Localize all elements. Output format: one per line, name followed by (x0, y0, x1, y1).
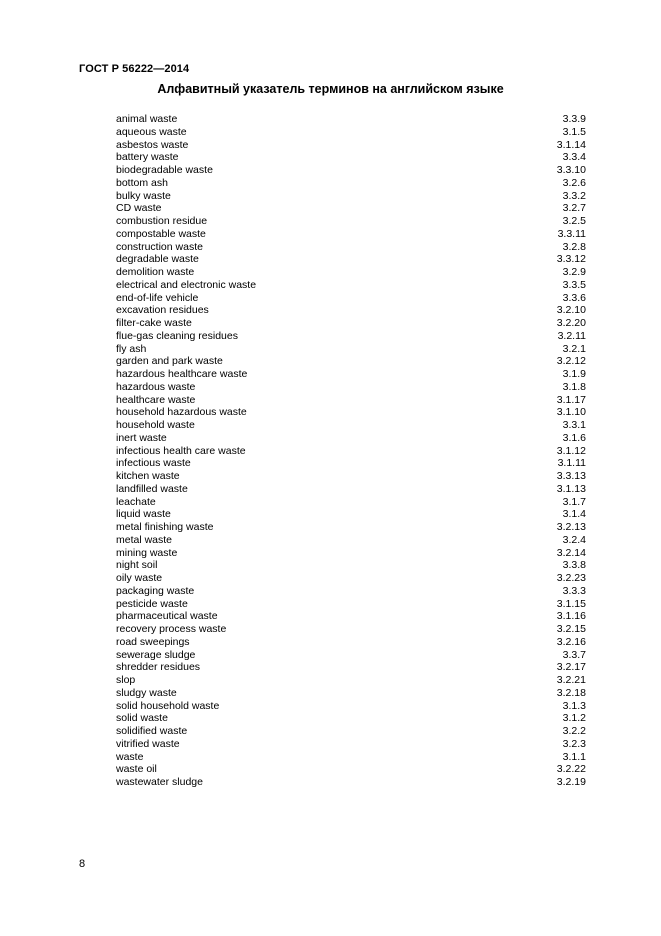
index-entry (116, 343, 586, 356)
index-reference: 3.3.3 (562, 584, 586, 597)
index-entry (116, 292, 586, 305)
index-reference: 3.1.5 (562, 125, 586, 138)
index-reference: 3.2.10 (556, 304, 586, 317)
index-term: combustion residue (116, 215, 208, 227)
index-term: pesticide waste (116, 597, 188, 610)
index-term: mining waste (116, 546, 178, 559)
index-entry (116, 190, 586, 203)
index-term: biodegradable waste (116, 164, 213, 176)
index-reference: 3.2.6 (562, 176, 586, 189)
index-entry (116, 381, 586, 394)
index-term: flue-gas cleaning residues (116, 329, 238, 342)
index-term: filter-cake waste (116, 317, 192, 329)
index-reference: 3.2.5 (562, 215, 586, 227)
index-entry (116, 445, 586, 458)
index-reference: 3.2.2 (562, 725, 586, 737)
index-reference: 3.3.1 (562, 419, 586, 431)
index-reference: 3.3.2 (562, 189, 586, 202)
index-entry (116, 177, 586, 190)
index-entry (116, 406, 586, 419)
index-term: liquid waste (116, 508, 171, 521)
index-term: bottom ash (116, 176, 168, 189)
index-entry (116, 330, 586, 343)
index-entry (116, 572, 586, 585)
index-reference: 3.2.21 (556, 674, 586, 686)
index-entry (116, 712, 586, 725)
index-entry (116, 457, 586, 470)
index-term: slop (116, 674, 136, 686)
index-term: recovery process waste (116, 623, 227, 635)
index-reference: 3.2.20 (556, 317, 586, 329)
index-reference: 3.1.8 (562, 380, 586, 393)
index-term: road sweepings (116, 635, 190, 648)
index-entry (116, 279, 586, 292)
index-term: infectious health care waste (116, 444, 246, 457)
index-entry (116, 585, 586, 598)
index-reference: 3.1.1 (562, 750, 586, 763)
index-reference: 3.3.6 (562, 291, 586, 304)
index-reference: 3.2.17 (556, 661, 586, 674)
index-entry (116, 700, 586, 713)
index-entry (116, 317, 586, 330)
index-reference: 3.1.9 (562, 368, 586, 380)
index-entry (116, 228, 586, 241)
index-term: garden and park waste (116, 355, 223, 368)
index-term: sludgy waste (116, 686, 177, 699)
index-reference: 3.1.12 (556, 444, 586, 457)
index-reference: 3.1.7 (562, 495, 586, 508)
index-entry (116, 304, 586, 317)
index-term: kitchen waste (116, 470, 180, 482)
index-entry (116, 419, 586, 432)
index-entry (116, 508, 586, 521)
index-entry (116, 266, 586, 279)
index-term: vitrified waste (116, 737, 180, 750)
index-entry (116, 687, 586, 700)
index-entry (116, 394, 586, 407)
index-term: healthcare waste (116, 393, 196, 406)
index-entry (116, 496, 586, 509)
index-reference: 3.2.9 (562, 266, 586, 278)
index-term: compostable waste (116, 227, 206, 240)
index-entry (116, 483, 586, 496)
index-term: end-of-life vehicle (116, 291, 199, 304)
index-term: solid household waste (116, 699, 220, 712)
index-reference: 3.1.6 (562, 431, 586, 444)
index-reference: 3.2.3 (562, 737, 586, 750)
index-reference: 3.2.18 (556, 686, 586, 699)
document-code: ГОСТ Р 56222—2014 (79, 63, 190, 75)
index-entry (116, 763, 586, 776)
index-reference: 3.3.8 (562, 559, 586, 572)
index-term: household waste (116, 419, 195, 431)
index-reference: 3.3.4 (562, 151, 586, 164)
index-reference: 3.2.15 (556, 623, 586, 635)
index-term: landfilled waste (116, 482, 188, 495)
index-term: fly ash (116, 342, 147, 355)
index-entry (116, 751, 586, 764)
index-term: sewerage sludge (116, 648, 196, 661)
index-reference: 3.3.13 (556, 470, 586, 482)
index-reference: 3.2.1 (562, 342, 586, 355)
index-reference: 3.3.10 (556, 164, 586, 176)
index-term: infectious waste (116, 457, 191, 470)
index-entry (116, 738, 586, 751)
index-term: solid waste (116, 712, 168, 725)
index-reference: 3.3.12 (556, 253, 586, 266)
index-term: aqueous waste (116, 125, 187, 138)
index-reference: 3.1.16 (556, 610, 586, 623)
index-term: waste (116, 750, 144, 763)
index-term: inert waste (116, 431, 167, 444)
index-term: excavation residues (116, 304, 209, 317)
index-reference: 3.3.7 (562, 648, 586, 661)
index-term: solidified waste (116, 725, 188, 737)
page-title: Алфавитный указатель терминов на английском языке (157, 82, 504, 96)
index-term: oily waste (116, 572, 163, 584)
index-term: metal finishing waste (116, 521, 214, 533)
index-reference: 3.2.8 (562, 240, 586, 253)
index-entry (116, 559, 586, 572)
index-term: electrical and electronic waste (116, 278, 257, 291)
index-term: construction waste (116, 240, 203, 253)
index-term: packaging waste (116, 584, 195, 597)
index-entry (116, 355, 586, 368)
index-term: waste oil (116, 763, 157, 776)
index-reference: 3.1.4 (562, 508, 586, 521)
index-reference: 3.1.14 (556, 138, 586, 151)
index-entry (116, 151, 586, 164)
index-reference: 3.2.16 (556, 635, 586, 648)
index-term: night soil (116, 559, 158, 572)
index-term: household hazardous waste (116, 406, 247, 419)
index-term: degradable waste (116, 253, 199, 266)
index-entry (116, 215, 586, 228)
term-index-list (116, 113, 586, 789)
index-reference: 3.1.11 (557, 457, 586, 470)
index-reference: 3.2.22 (556, 763, 586, 776)
index-entry (116, 610, 586, 623)
index-entry (116, 598, 586, 611)
index-term: demolition waste (116, 266, 195, 278)
index-term: leachate (116, 495, 156, 508)
index-entry (116, 649, 586, 662)
index-entry (116, 661, 586, 674)
index-term: bulky waste (116, 189, 171, 202)
index-reference: 3.2.13 (556, 521, 586, 533)
index-reference: 3.2.23 (556, 572, 586, 584)
index-entry (116, 139, 586, 152)
index-term: pharmaceutical waste (116, 610, 218, 623)
index-entry (116, 776, 586, 789)
index-entry (116, 432, 586, 445)
index-entry (116, 164, 586, 177)
index-term: animal waste (116, 113, 178, 125)
index-term: wastewater sludge (116, 776, 203, 788)
index-reference: 3.3.9 (562, 113, 586, 125)
index-reference: 3.1.17 (556, 393, 586, 406)
index-reference: 3.3.5 (562, 278, 586, 291)
index-reference: 3.1.2 (562, 712, 586, 725)
index-term: shredder residues (116, 661, 201, 674)
index-reference: 3.2.11 (557, 329, 586, 342)
index-reference: 3.1.15 (556, 597, 586, 610)
index-term: asbestos waste (116, 138, 189, 151)
index-reference: 3.2.7 (562, 202, 586, 215)
index-entry (116, 253, 586, 266)
index-entry (116, 126, 586, 139)
index-reference: 3.1.3 (562, 699, 586, 712)
index-reference: 3.2.19 (556, 776, 586, 788)
index-reference: 3.3.11 (557, 227, 586, 240)
index-reference: 3.1.13 (556, 482, 586, 495)
index-entry (116, 241, 586, 254)
index-reference: 3.2.12 (556, 355, 586, 368)
index-term: battery waste (116, 151, 179, 164)
index-entry (116, 623, 586, 636)
index-entry (116, 725, 586, 738)
index-entry (116, 470, 586, 483)
page-number: 8 (79, 858, 86, 870)
index-entry (116, 113, 586, 126)
index-reference: 3.1.10 (556, 406, 586, 419)
index-reference: 3.2.4 (562, 533, 586, 546)
index-entry (116, 547, 586, 560)
index-entry (116, 636, 586, 649)
index-entry (116, 202, 586, 215)
index-term: hazardous waste (116, 380, 196, 393)
index-entry (116, 534, 586, 547)
index-entry (116, 521, 586, 534)
index-entry (116, 368, 586, 381)
index-term: metal waste (116, 533, 173, 546)
index-entry (116, 674, 586, 687)
index-term: hazardous healthcare waste (116, 368, 248, 380)
index-reference: 3.2.14 (556, 546, 586, 559)
index-term: CD waste (116, 202, 162, 215)
